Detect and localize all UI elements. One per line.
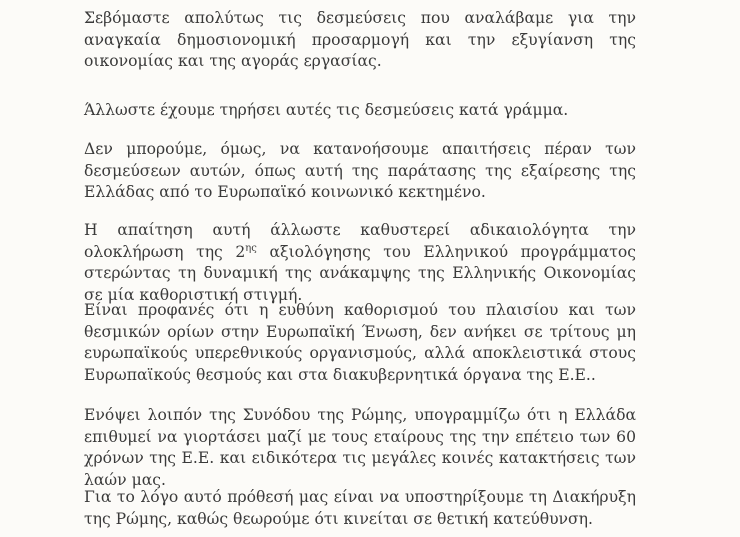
text-segment: αξιολόγησης του Ελληνικού προγράμματος στερώντας τη δυναμική της ανάκαμψης της Ελληνικής Οικονομίας σε μία καθοριστική στιγμή. — [84, 242, 636, 304]
text-segment: Η απαίτηση αυτή άλλωστε καθυστερεί αδικαιολόγητα την ολοκλήρωση της 2 — [84, 221, 636, 261]
paragraph-text: Είναι προφανές ότι η ευθύνη καθορισμού του πλαισίου και των θεσμικών ορίων στην Ευρωπαϊκή Ένωση, δεν ανήκει σε τρίτους μη ευρωπαϊκούς υπερεθνικούς οργανισμούς, αλλά αποκλειστικά στους Ευρωπαϊκούς θεσμούς και στα διακυβερνητικά όργανα της Ε.Ε.. — [84, 301, 636, 384]
paragraph-text: Για το λόγο αυτό πρόθεσή μας είναι να υποστηρίξουμε τη Διακήρυξη της Ρώμης, καθώς θεωρούμε ότι κινείται σε θετική κατεύθυνση. — [84, 488, 636, 528]
paragraph-demands — [84, 139, 636, 204]
paragraph-text: Δεν μπορούμε, όμως, να κατανοήσουμε απαιτήσεις πέραν των δεσμεύσεων αυτών, όπως αυτή της παράτασης της εξαίρεσης της Ελλάδας από το Ευρωπαϊκό κοινωνικό κεκτημένο. — [84, 140, 636, 201]
paragraph-commitments — [84, 8, 636, 73]
paragraph-eu-responsibility — [84, 300, 636, 386]
ordinal-superscript: ης — [245, 242, 257, 254]
paragraph-rome-declaration — [84, 487, 636, 530]
paragraph-text: Άλλωστε έχουμε τηρήσει αυτές τις δεσμεύσεις κατά γράμμα. — [84, 101, 569, 119]
paragraph-text: Ενόψει λοιπόν της Συνόδου της Ρώμης, υπογραμμίζω ότι η Ελλάδα επιθυμεί να γιορτάσει μαζί με τους εταίρους της την επέτειο των 60 χρόνων της Ε.Ε. και ειδικότερα τις μεγάλες κοινές κατακτήσεις των λαών μας. — [84, 406, 636, 489]
paragraph-kept-commitments — [84, 100, 636, 122]
paragraph-evaluation-delay — [84, 220, 636, 306]
paragraph-text — [84, 220, 636, 306]
paragraph-text: Σεβόμαστε απολύτως τις δεσμεύσεις που αναλάβαμε για την αναγκαία δημοσιονομική προσαρμογή και την εξυγίανση της οικονομίας και της αγοράς εργασίας. — [84, 9, 636, 70]
paragraph-rome-summit — [84, 405, 636, 491]
